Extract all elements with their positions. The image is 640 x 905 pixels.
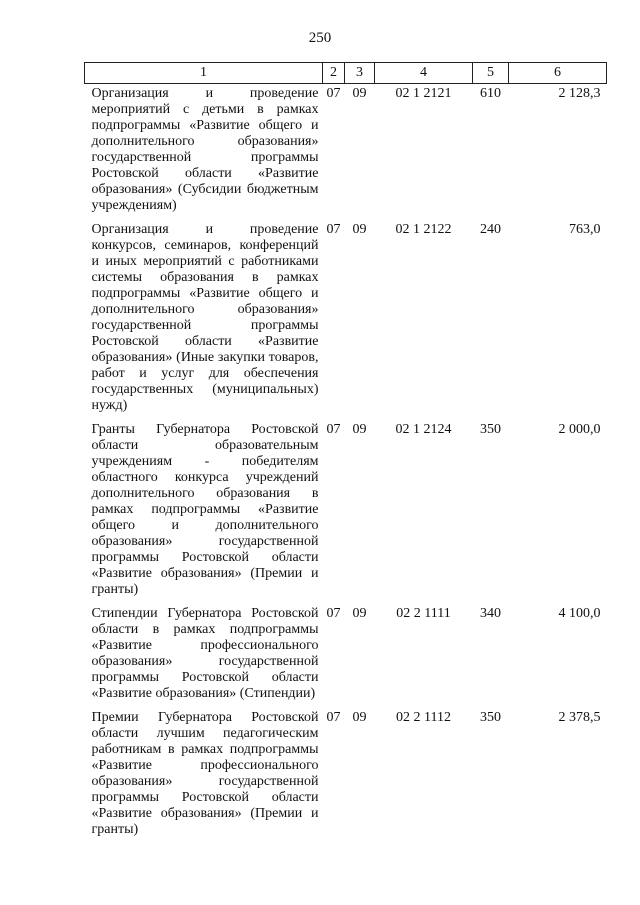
table-row (85, 708, 607, 844)
row-csr: 02 2 1112 (396, 710, 451, 725)
row-csr: 02 1 2124 (395, 422, 452, 437)
table-row (85, 220, 607, 420)
table-row (85, 604, 607, 708)
row-description: Организация и проведение мероприятий с детьми в рамках подпрограммы «Развитие общего и дополнительного образования» государственной программы Ростовской области «Развитие образования» (Субсидии бюджетным учреждениям) (91, 86, 319, 213)
table-header-row (85, 63, 607, 84)
header-col-5: 5 (473, 63, 509, 84)
table-row (85, 84, 607, 221)
row-pr: 09 (352, 422, 367, 437)
header-col-2: 2 (323, 63, 345, 84)
row-csr: 02 1 2122 (395, 222, 452, 237)
page-number: 250 (308, 30, 332, 46)
table-row (85, 420, 607, 604)
row-pr: 09 (352, 606, 367, 621)
row-sum: 2 000,0 (558, 422, 601, 437)
row-pr: 09 (352, 86, 367, 101)
row-rz: 07 (326, 86, 341, 101)
row-vr: 610 (480, 86, 501, 101)
row-sum: 4 100,0 (558, 606, 601, 621)
header-col-4: 4 (375, 63, 473, 84)
row-rz: 07 (326, 606, 341, 621)
row-description: Стипендии Губернатора Ростовской области в рамках подпрограммы «Развитие профессионального образования» государственной программы Ростовской области «Развитие образования» (Стипендии) (91, 606, 319, 701)
row-vr: 340 (480, 606, 501, 621)
row-description: Премии Губернатора Ростовской области лучшим педагогическим работникам в рамках подпрограммы «Развитие профессионального образования» государственной программы Ростовской области «Развитие образования» (Премии и гранты) (91, 710, 319, 837)
header-col-1: 1 (85, 63, 323, 84)
row-description: Организация и проведение конкурсов, семинаров, конференций и иных мероприятий с работниками системы образования в рамках подпрограммы «Развитие общего и дополнительного образования» государственной программы Ростовской области «Развитие образования» (Иные закупки товаров, работ и услуг для обеспечения государственных (муниципальных) нужд) (91, 222, 319, 413)
row-sum: 2 378,5 (558, 710, 601, 725)
header-col-3: 3 (345, 63, 375, 84)
row-rz: 07 (326, 222, 341, 237)
row-sum: 763,0 (569, 222, 601, 237)
row-pr: 09 (352, 222, 367, 237)
row-rz: 07 (326, 710, 341, 725)
budget-table (84, 62, 607, 844)
row-sum: 2 128,3 (558, 86, 601, 101)
row-vr: 350 (480, 710, 501, 725)
row-pr: 09 (352, 710, 367, 725)
header-col-6: 6 (509, 63, 607, 84)
row-csr: 02 1 2121 (395, 86, 452, 101)
row-rz: 07 (326, 422, 341, 437)
row-description: Гранты Губернатора Ростовской области образовательным учреждениям - победителям областного конкурса учреждений дополнительного образования в рамках подпрограммы «Развитие общего и дополнительного образования» государственной программы Ростовской области «Развитие образования» (Премии и гранты) (91, 422, 319, 597)
row-vr: 350 (480, 422, 501, 437)
row-csr: 02 2 1111 (396, 606, 451, 621)
row-vr: 240 (480, 222, 501, 237)
